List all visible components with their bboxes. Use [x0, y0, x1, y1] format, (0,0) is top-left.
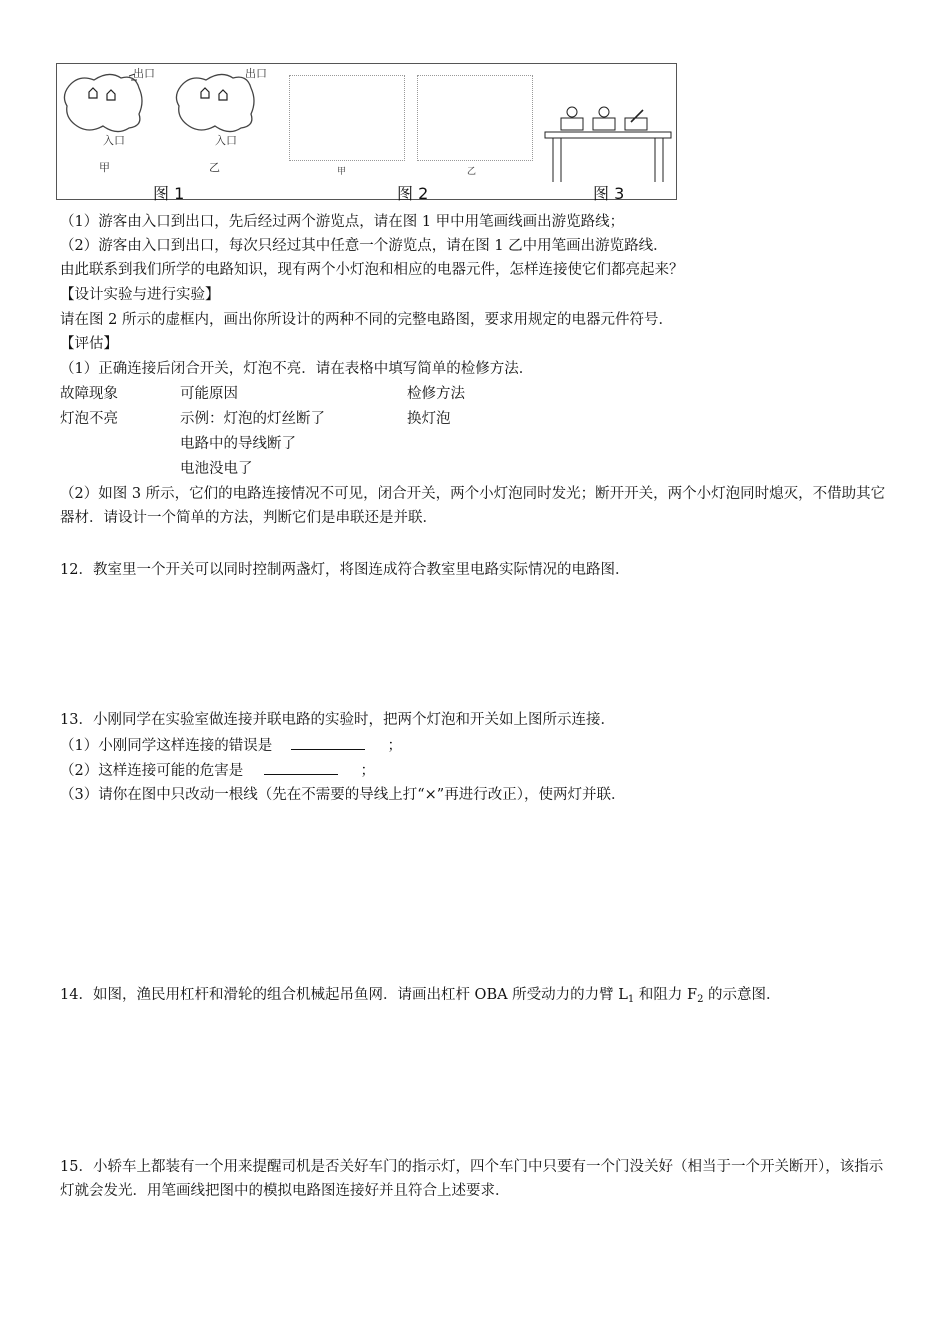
q13-part2-prefix: （2）这样连接可能的危害是	[60, 763, 244, 779]
map-caption-jia: 甲	[99, 161, 110, 174]
q13-part2-suffix: ；	[360, 763, 375, 779]
q14-text-c: 的示意图．	[703, 987, 781, 1003]
table-fix: 换灯泡	[407, 411, 451, 427]
table-symptom: 灯泡不亮	[60, 411, 118, 427]
q14-sub-2: 2	[697, 994, 704, 1005]
box-caption-jia: 甲	[337, 167, 347, 177]
answer-blank-1[interactable]	[291, 735, 365, 750]
table-with-bulbs	[543, 102, 673, 182]
q14-text-b: 和阻力 F	[634, 987, 698, 1003]
table-cause-3: 电池没电了	[180, 461, 253, 477]
caption-fig3: 图 3	[593, 184, 625, 203]
q14-text	[60, 985, 781, 1010]
map-exit-label: 出口	[133, 67, 155, 80]
q14-text-a: 14．如图，渔民用杠杆和滑轮的组合机械起吊鱼网．请画出杠杆 OBA 所受动力的力臂 L	[60, 987, 628, 1003]
q15-text: 15．小轿车上都装有一个用来提醒司机是否关好车门的指示灯，四个车门中只要有一个门没关好（相当于一个开关断开），该指示灯就会发光．用笔画线把图中的模拟电路图连接好并且符合上述要求．	[60, 1159, 884, 1199]
table-header-cause: 可能原因	[180, 386, 238, 402]
q13-part2	[60, 760, 375, 781]
answer-blank-2[interactable]	[264, 760, 338, 775]
q12-text: 12．教室里一个开关可以同时控制两盏灯，将图连成符合教室里电路实际情况的电路图．	[60, 562, 630, 578]
q11-part3: 由此联系到我们所学的电路知识，现有两个小灯泡和相应的电器元件，怎样连接使它们都亮起来？	[60, 262, 684, 278]
table-cause-2: 电路中的导线断了	[180, 436, 296, 452]
box-caption-yi: 乙	[467, 167, 477, 177]
q11-part5: （1）正确连接后闭合开关，灯泡不亮．请在表格中填写简单的检修方法．	[60, 361, 534, 377]
dashed-box-jia	[289, 75, 405, 161]
q11-heading-design: 【设计实验与进行实验】	[60, 287, 220, 303]
q11-part4: 请在图 2 所示的虚框内，画出你所设计的两种不同的完整电路图，要求用规定的电器元件符号．	[60, 312, 673, 328]
table-header-symptom: 故障现象	[60, 386, 118, 402]
q11-part2: （2）游客由入口到出口，每次只经过其中任意一个游览点，请在图 1 乙中用笔画出游览路线．	[60, 238, 668, 254]
caption-fig2: 图 2	[397, 184, 429, 203]
table-cause-1: 示例：灯泡的灯丝断了	[180, 411, 325, 427]
map-exit-label-2: 出口	[245, 67, 267, 80]
caption-fig1: 图 1	[153, 184, 185, 203]
q13-part1-suffix: ；	[387, 738, 402, 754]
map-caption-yi: 乙	[209, 161, 220, 174]
q14-sub-1: 1	[627, 994, 635, 1005]
figure-strip	[56, 63, 677, 203]
q13-part3: （3）请你在图中只改动一根线（先在不需要的导线上打“×”再进行改正），使两灯并联．	[60, 787, 626, 803]
q13-text: 13．小刚同学在实验室做连接并联电路的实验时，把两个灯泡和开关如上图所示连接．	[60, 712, 615, 728]
q13-part1	[60, 735, 402, 756]
q13-part1-prefix: （1）小刚同学这样连接的错误是	[60, 738, 273, 754]
q11-heading-eval: 【评估】	[60, 336, 118, 352]
q11-part1: （1）游客由入口到出口，先后经过两个游览点，请在图 1 甲中用笔画线画出游览路线；	[60, 214, 625, 230]
dashed-box-yi	[417, 75, 533, 161]
map-entrance-label: 入口	[103, 134, 125, 147]
table-header-fix: 检修方法	[407, 386, 465, 402]
q11-part6: （2）如图 3 所示，它们的电路连接情况不可见，闭合开关，两个小灯泡同时发光；断开开关，两个小灯泡同时熄灭，不借助其它器材．请设计一个简单的方法，判断它们是串联还是并联．	[60, 486, 886, 526]
map-entrance-label-2: 入口	[215, 134, 237, 147]
